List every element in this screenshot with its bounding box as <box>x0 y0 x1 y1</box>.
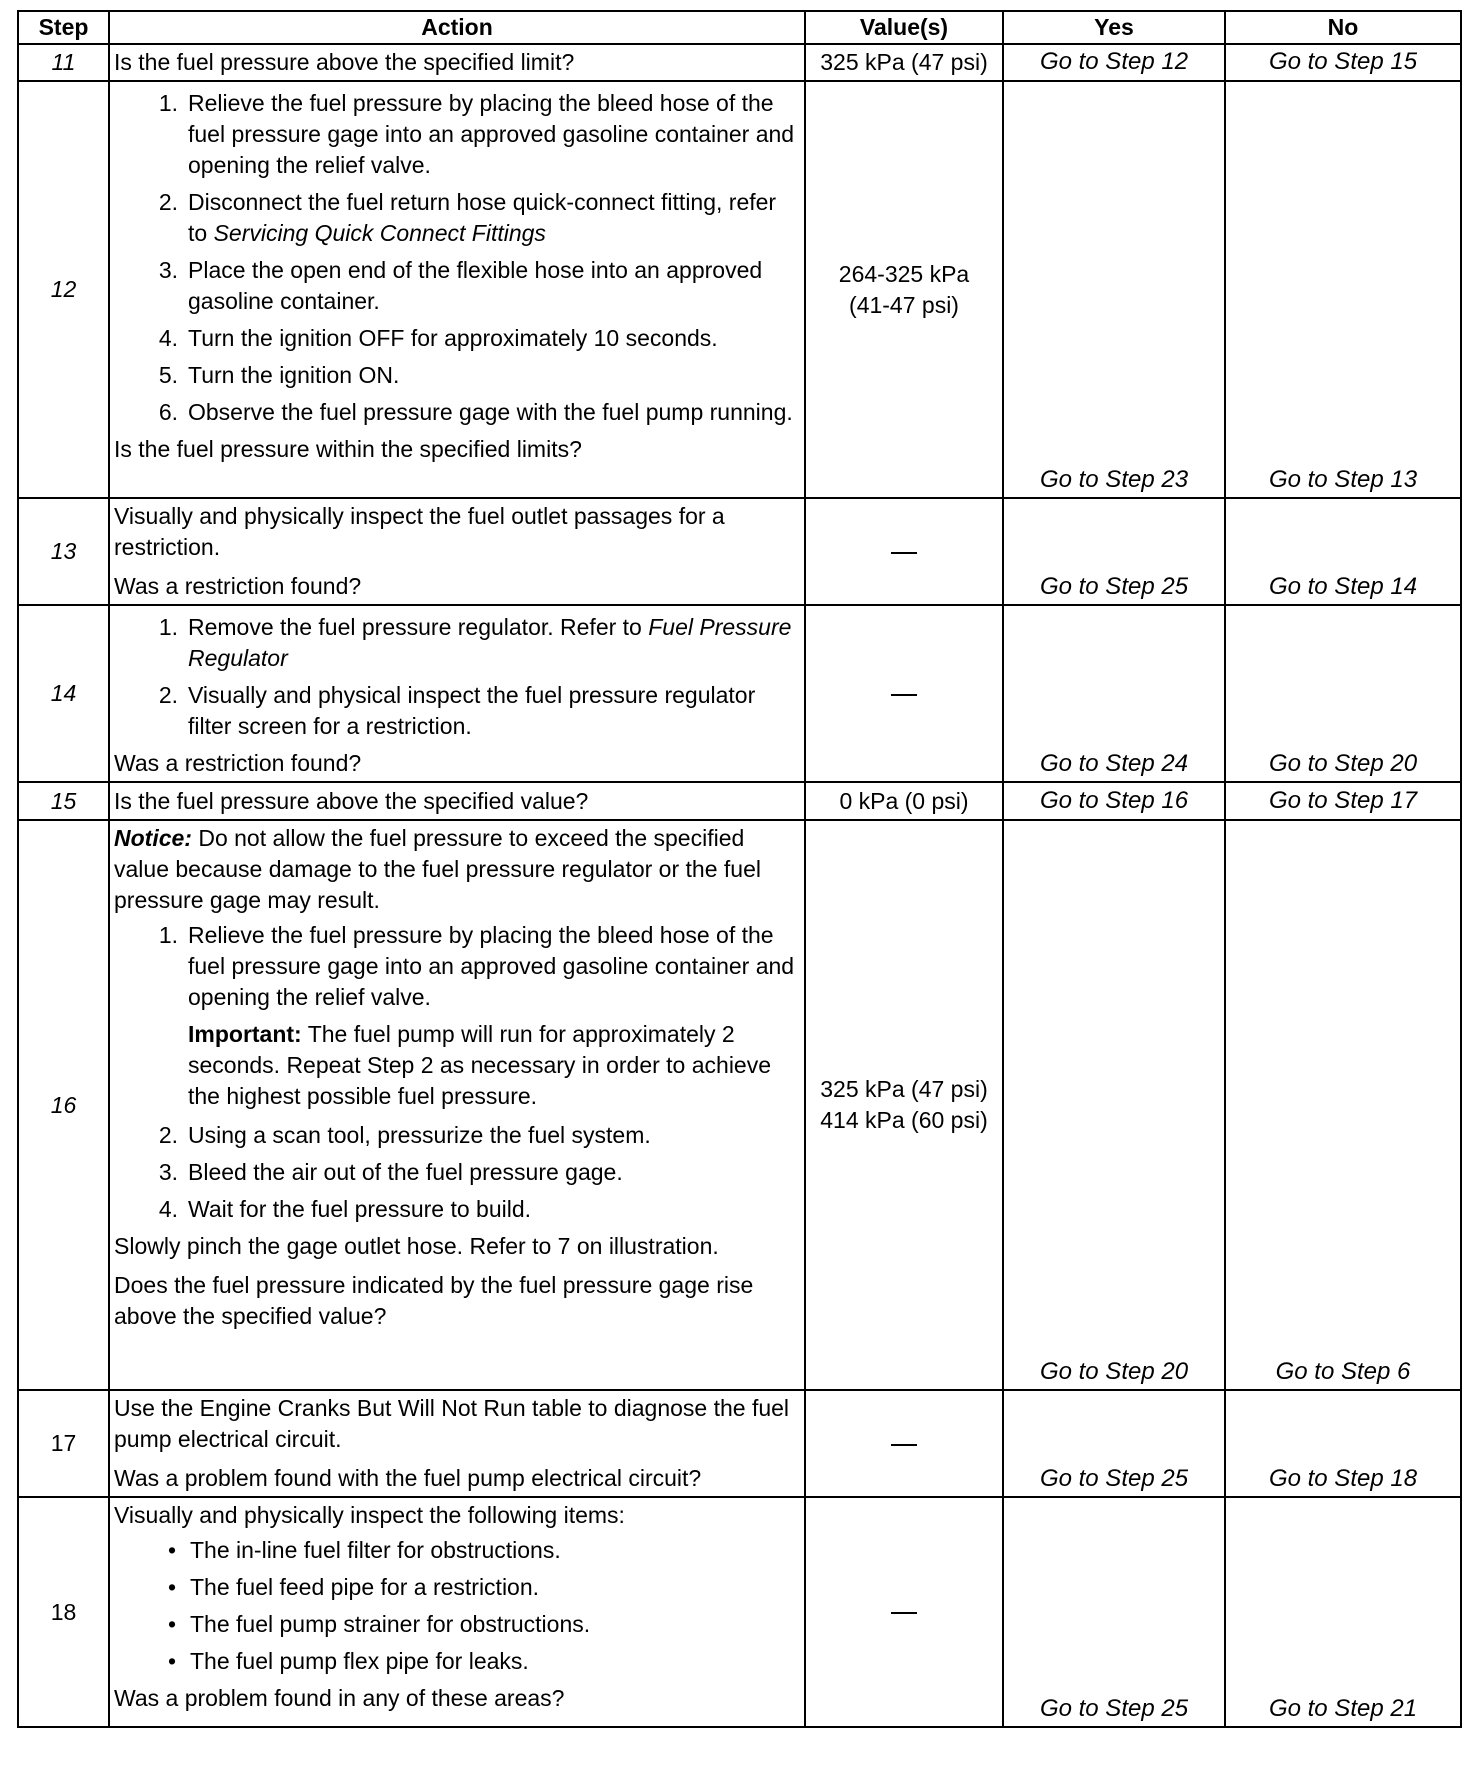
action-cell <box>109 820 805 1390</box>
table-row-step-18 <box>18 1497 1461 1727</box>
list-item: 2. Disconnect the fuel return hose quick-connect fitting, refer to Servicing Quick Connect Fittings <box>158 189 777 246</box>
header-yes: Yes <box>1003 11 1225 44</box>
pinch-instruction: Slowly pinch the gage outlet hose. Refer to 7 on illustration. <box>114 1233 719 1259</box>
no-link[interactable]: Go to Step 6 <box>1225 820 1461 1390</box>
yes-link[interactable]: Go to Step 24 <box>1003 605 1225 782</box>
action-cell: Use the Engine Cranks But Will Not Run table to diagnose the fuel pump electrical circuit. Was a problem found with the fuel pump electrical circuit? <box>109 1390 805 1497</box>
list-item: 5. Turn the ignition ON. <box>158 362 400 388</box>
no-link[interactable]: Go to Step 14 <box>1225 498 1461 605</box>
table-row-step-14 <box>18 605 1461 782</box>
list-item: 6. Observe the fuel pressure gage with the fuel pump running. <box>158 399 793 425</box>
reference-link[interactable]: Servicing Quick Connect Fittings <box>213 220 546 246</box>
action-cell <box>109 782 805 820</box>
list-item: 2. Using a scan tool, pressurize the fuel system. <box>158 1122 651 1148</box>
value-cell <box>805 1390 1003 1497</box>
no-link[interactable]: Go to Step 18 <box>1225 1390 1461 1497</box>
table-row-step-17 <box>18 1390 1461 1497</box>
yes-link[interactable]: Go to Step 25 <box>1003 1497 1225 1727</box>
empty-value-dash <box>891 552 917 554</box>
table-row-step-13 <box>18 498 1461 605</box>
no-link[interactable]: Go to Step 15 <box>1225 44 1461 81</box>
empty-value-dash <box>891 1444 917 1446</box>
header-no: No <box>1225 11 1461 44</box>
header-action: Action <box>109 11 805 44</box>
table-row-step-11 <box>18 44 1461 81</box>
question-text: Does the fuel pressure indicated by the fuel pressure gage rise above the specified value? <box>114 1272 754 1329</box>
value-cell <box>805 498 1003 605</box>
table-row-step-15 <box>18 782 1461 820</box>
bullet-item: • The fuel pump flex pipe for leaks. <box>167 1648 529 1674</box>
list-item: 4. Wait for the fuel pressure to build. <box>158 1196 532 1222</box>
value-cell: 0 kPa (0 psi) <box>805 782 1003 820</box>
yes-link[interactable]: Go to Step 12 <box>1003 44 1225 81</box>
header-row <box>18 11 1461 44</box>
action-cell: Visually and physically inspect the fuel outlet passages for a restriction. Was a restriction found? <box>109 498 805 605</box>
question-text: Is the fuel pressure above the specified limit? <box>114 49 575 75</box>
yes-link[interactable]: Go to Step 23 <box>1003 81 1225 498</box>
step-number: 12 <box>18 81 109 498</box>
notice-text: Notice: Do not allow the fuel pressure to exceed the specified value because damage to the fuel pressure regulator or the fuel pressure gage may result. <box>114 825 761 913</box>
list-item: 2. Visually and physical inspect the fuel pressure regulator filter screen for a restriction. <box>158 682 756 739</box>
action-cell <box>109 605 805 782</box>
no-link[interactable]: Go to Step 13 <box>1225 81 1461 498</box>
list-item: 4. Turn the ignition OFF for approximately 10 seconds. <box>158 325 718 351</box>
no-link[interactable]: Go to Step 20 <box>1225 605 1461 782</box>
value-cell: 264-325 kPa (41-47 psi) <box>805 81 1003 498</box>
important-note: Important: The fuel pump will run for approximately 2 seconds. Repeat Step 2 as necessary in order to achieve the highest possible fuel pressure. <box>188 1021 772 1109</box>
diagnostic-table-page <box>17 10 1460 1728</box>
action-cell <box>109 44 805 81</box>
question-text: Is the fuel pressure above the specified value? <box>114 787 589 814</box>
header-values: Value(s) <box>805 11 1003 44</box>
question-text: Is the fuel pressure within the specified limits? <box>114 436 582 462</box>
bullet-item: • The fuel pump strainer for obstructions. <box>167 1611 591 1637</box>
empty-value-dash <box>891 694 917 696</box>
list-item: 3. Bleed the air out of the fuel pressure gage. <box>158 1159 623 1185</box>
table-row-step-16 <box>18 820 1461 1390</box>
value-cell <box>805 605 1003 782</box>
yes-link[interactable]: Go to Step 16 <box>1003 782 1225 820</box>
list-item: 1. Relieve the fuel pressure by placing the bleed hose of the fuel pressure gage into an approved gasoline container and opening the relief valve. <box>158 90 795 178</box>
step-number: 16 <box>18 820 109 1390</box>
table-row-step-12 <box>18 81 1461 498</box>
value-cell <box>805 1497 1003 1727</box>
list-item: 1. Remove the fuel pressure regulator. Refer to Fuel Pressure Regulator <box>158 614 792 671</box>
value-cell: 325 kPa (47 psi) 414 kPa (60 psi) <box>805 820 1003 1390</box>
action-cell <box>109 81 805 498</box>
step-number: 17 <box>18 1390 109 1497</box>
reference-link[interactable]: Fuel Pressure Regulator <box>188 614 792 671</box>
diagnostic-table <box>17 10 1462 1728</box>
yes-link[interactable]: Go to Step 25 <box>1003 1390 1225 1497</box>
question-text: Was a restriction found? <box>114 750 362 776</box>
bullet-item: • The in-line fuel filter for obstructions. <box>167 1537 561 1563</box>
empty-value-dash <box>891 1612 917 1614</box>
value-cell: 325 kPa (47 psi) <box>805 44 1003 81</box>
action-cell: Visually and physically inspect the following items: • The in-line fuel filter for obstructions. • The fuel feed pipe for a restriction. • The fuel pump strainer for obstructions. • The fuel pump flex pipe for leaks. Was a problem found in any of these areas? <box>109 1497 805 1727</box>
question-text: Was a problem found in any of these areas? <box>114 1685 565 1711</box>
question-text: Was a restriction found? <box>114 573 362 599</box>
header-step: Step <box>18 11 109 44</box>
no-link[interactable]: Go to Step 17 <box>1225 782 1461 820</box>
step-number: 13 <box>18 498 109 605</box>
list-item: 3. Place the open end of the flexible hose into an approved gasoline container. <box>158 257 763 314</box>
step-number: 15 <box>18 782 109 820</box>
no-link[interactable]: Go to Step 21 <box>1225 1497 1461 1727</box>
question-text: Was a problem found with the fuel pump electrical circuit? <box>114 1465 702 1491</box>
yes-link[interactable]: Go to Step 25 <box>1003 498 1225 605</box>
step-number: 14 <box>18 605 109 782</box>
list-item: 1. Relieve the fuel pressure by placing the bleed hose of the fuel pressure gage into an approved gasoline container and opening the relief valve. <box>158 922 795 1010</box>
bullet-item: • The fuel feed pipe for a restriction. <box>167 1574 540 1600</box>
step-number: 18 <box>18 1497 109 1727</box>
step-number: 11 <box>18 44 109 81</box>
yes-link[interactable]: Go to Step 20 <box>1003 820 1225 1390</box>
